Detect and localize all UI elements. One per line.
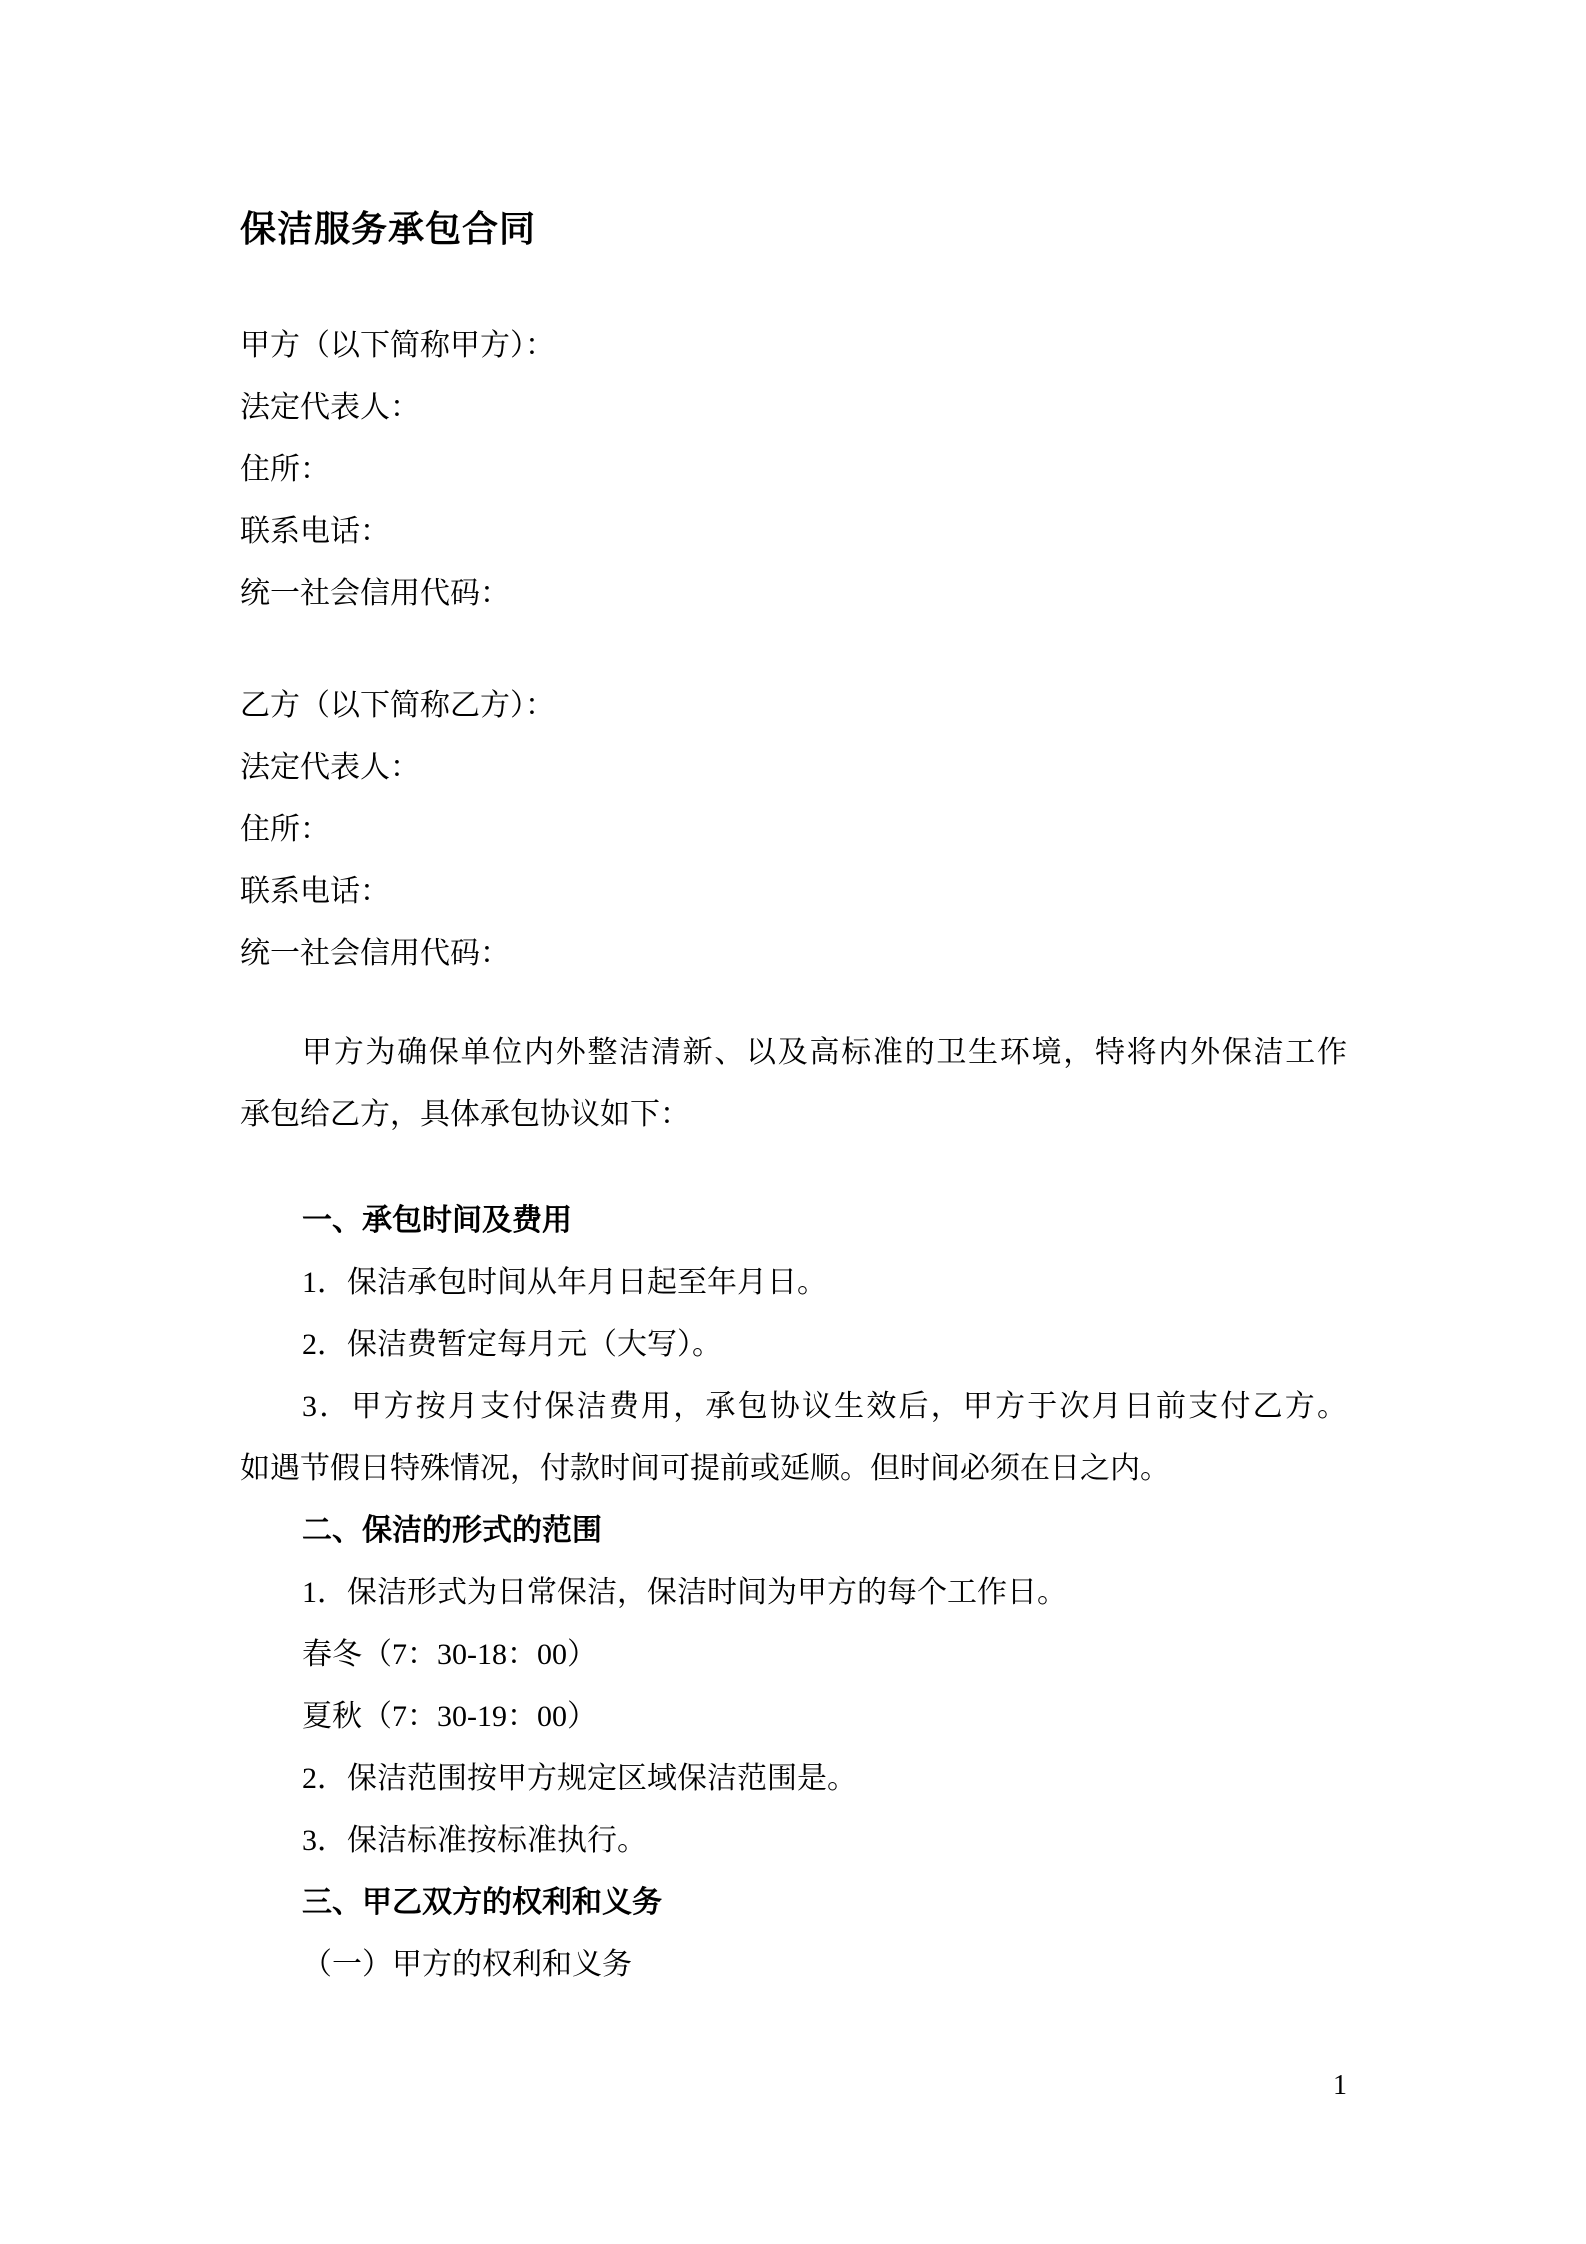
section-1-item-3-continuation: 如遇节假日特殊情况，付款时间可提前或延顺。但时间必须在日之内。 [240,1452,1170,1485]
section-2-item-3: 3．保洁标准按标准执行。 [302,1824,647,1857]
section-3-subheading-1: （一）甲方的权利和义务 [302,1948,632,1981]
section-2-item-2: 2．保洁范围按甲方规定区域保洁范围是。 [302,1762,857,1795]
contract-sections [240,1190,1347,1996]
document-title: 保洁服务承包合同 [240,209,537,249]
party-b-credit-code: 统一社会信用代码： [240,937,510,970]
party-a-phone: 联系电话： [240,515,390,548]
party-a-representative: 法定代表人： [240,391,420,424]
intro-line-2: 承包给乙方，具体承包协议如下： [240,1098,690,1131]
party-b-name-line: 乙方（以下简称乙方）： [240,689,555,722]
section-2-summer-autumn-hours: 夏秋（7：30-19：00） [302,1700,597,1733]
section-3-heading: 三、甲乙双方的权利和义务 [302,1886,662,1919]
section-1-heading: 一、承包时间及费用 [302,1204,572,1237]
intro-line-1: 甲方为确保单位内外整洁清新、以及高标准的卫生环境，特将内外保洁工作 [302,1036,1347,1069]
document-content [240,0,1347,1996]
section-1-item-1: 1．保洁承包时间从年月日起至年月日。 [302,1266,827,1299]
page-number: 1 [1333,2070,1347,2101]
section-2-heading: 二、保洁的形式的范围 [302,1514,602,1547]
party-a-name-line: 甲方（以下简称甲方）： [240,329,555,362]
section-1-item-2: 2．保洁费暂定每月元（大写）。 [302,1328,722,1361]
party-a-address: 住所： [240,453,330,486]
party-a-credit-code: 统一社会信用代码： [240,577,510,610]
section-1-item-3: 3．甲方按月支付保洁费用，承包协议生效后，甲方于次月日前支付乙方。 [302,1390,1347,1423]
party-b-block [240,675,1347,985]
party-b-address: 住所： [240,813,330,846]
section-2-spring-winter-hours: 春冬（7：30-18：00） [302,1638,597,1671]
party-a-block [240,315,1347,625]
party-b-representative: 法定代表人： [240,751,420,784]
section-2-item-1: 1．保洁形式为日常保洁，保洁时间为甲方的每个工作日。 [302,1576,1067,1609]
party-b-phone: 联系电话： [240,875,390,908]
intro-paragraph [240,1022,1347,1146]
